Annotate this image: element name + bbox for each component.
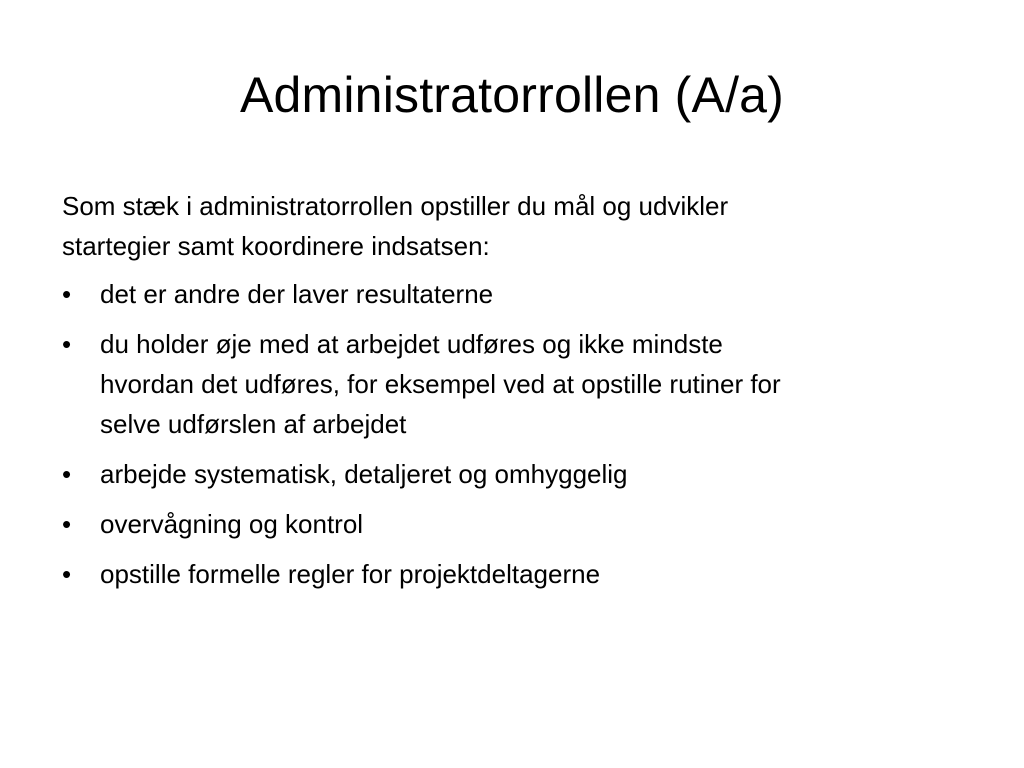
bullet-text: selve udførslen af arbejdet <box>100 409 407 439</box>
bullet-text: det er andre der laver resultaterne <box>100 279 494 309</box>
bullet-item <box>62 554 962 594</box>
bullet-item <box>62 454 962 494</box>
bullet-text: overvågning og kontrol <box>100 509 364 539</box>
bullet-text: hvordan det udføres, for eksempel ved at opstille rutiner for <box>100 369 781 399</box>
bullet-icon: • <box>62 559 72 589</box>
bullet-item <box>62 274 962 314</box>
intro-line: Som stæk i administratorrollen opstiller du mål og udvikler <box>62 191 729 221</box>
bullet-icon: • <box>62 329 72 359</box>
slide-body <box>62 186 962 604</box>
bullet-item <box>62 504 962 544</box>
bullet-list <box>62 274 962 594</box>
bullet-text: arbejde systematisk, detaljeret og omhyggelig <box>100 459 628 489</box>
intro-line: startegier samt koordinere indsatsen: <box>62 231 490 261</box>
bullet-text: opstille formelle regler for projektdeltagerne <box>100 559 601 589</box>
bullet-icon: • <box>62 509 72 539</box>
intro-paragraph <box>62 186 962 266</box>
slide-title: Administratorrollen (A/a) <box>239 67 785 123</box>
bullet-item <box>62 324 962 444</box>
bullet-icon: • <box>62 459 72 489</box>
bullet-text: du holder øje med at arbejdet udføres og ikke mindste <box>100 329 723 359</box>
bullet-icon: • <box>62 279 72 309</box>
